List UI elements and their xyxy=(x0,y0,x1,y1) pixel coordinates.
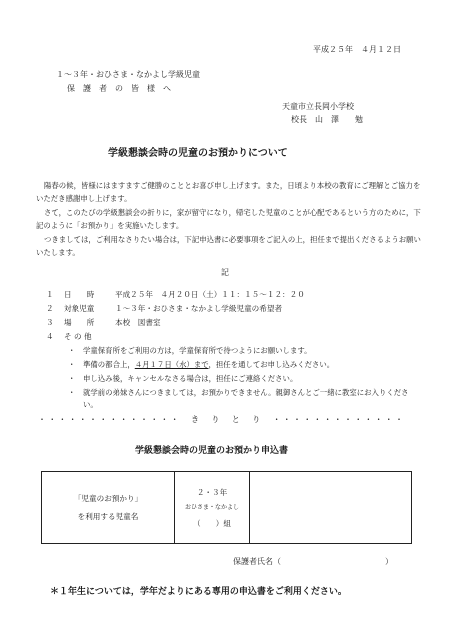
ki-heading: 記 xyxy=(221,268,229,277)
item-place: ３ 場 所 本校 図書室 xyxy=(46,318,161,327)
form-grade: ２・３年 xyxy=(196,487,228,497)
form-label-cell xyxy=(42,472,175,544)
deadline-date: ４月１７日（水）まで xyxy=(134,360,209,369)
item-target: ２ 対象児童 １～３年・おひさま・なかよし学級児童の希望者 xyxy=(46,304,283,313)
sender-principal: 校長 山 澤 勉 xyxy=(291,115,363,124)
form-kumi: （ ）組 xyxy=(193,518,231,528)
greeting-paragraph: 陽春の候，皆様にはますますご健勝のこととお喜び申し上げます。また，日頃より本校の教育にご理解とご協力をいただき感謝申し上げます。 xyxy=(36,181,421,203)
application-form-table xyxy=(41,471,412,544)
purpose-paragraph: さて，このたびの学級懇談会の折りに，家が留守になり，帰宅した児童のことが心配であるという方のために，下記のように「お預かり」を実施いたします。 xyxy=(36,208,421,230)
form-class-cell xyxy=(175,472,250,544)
item-other: ４ そ の 他 xyxy=(46,332,92,341)
document-page: 平成２５年 ４月１２日 １～３年・おひさま・なかよし学級児童 保 護 者 の 皆 様 へ 天童市立長岡小学校 校長 山 澤 勉 学級懇談会時の児童のお預かりについて 陽春の候，皆様にはますますご健勝のこととお喜び申し上げます。また，日頃より本校の教育にご理解とご協力をいただき感謝申し上げます。 さて，このたびの学級懇談会の折りに，家が留守になり，帰宅した児童のことが心配であるという方のために，下記のように「お預かり」を実施いたします。 つきましては，ご利用なさりたい場合は，下記申込書に必要事項をご記入の上，担任まで提出くださるようお願いいたします。 記 １ 日 時 平成２５年 ４月２０日（土）１１：１５～１２：２０ ２ 対象児童 １～３年・おひさま・なかよし学級児童の希望者 ３ 場 所 本校 図書室 ４ そ の 他 ・ 学童保育所をご利用の方は，学童保育所で待つようにお願いします。 ・ 準備の都合上，４月１７日（水）まで，担任を通してお申し込みください。 ・ 申し込み後，キャンセルなさる場合は，担任にご連絡ください。 ・ 就学前の弟妹さんにつきましては，お預かりできません。親御さんとご一緒に教室にお入りください。 ・・・・・・・・・・・・・・ き り と り ・・・・・・・・・・・・・ 学級懇談会時の児童のお預かり申込書 「児童のお預かり」 を利用する児童名 ２・３年 おひさま・なかよし （ ）組 保護者氏名（ ） ＊１年生については，学年だよりにある専用の申込書をご利用ください。 xyxy=(0,0,452,639)
form-label-line-1: 「児童のお預かり」 xyxy=(73,493,143,503)
request-paragraph: つきましては，ご利用なさりたい場合は，下記申込書に必要事項をご記入の上，担任まで提出くださるようお願いいたします。 xyxy=(36,235,421,257)
footer-note: ＊１年生については，学年だよりにある専用の申込書をご利用ください。 xyxy=(50,587,347,597)
form-title: 学級懇談会時の児童のお預かり申込書 xyxy=(135,446,289,456)
form-label-line-2: を利用する児童名 xyxy=(77,511,139,521)
recipient-line-1: １～３年・おひさま・なかよし学級児童 xyxy=(56,70,200,79)
child-name-field[interactable] xyxy=(250,472,412,544)
item-date: １ 日 時 平成２５年 ４月２０日（土）１１：１５～１２：２０ xyxy=(46,290,305,299)
document-title: 学級懇談会時の児童のお預かりについて xyxy=(108,148,288,159)
cut-line: ・・・・・・・・・・・・・・ き り と り ・・・・・・・・・・・・・ xyxy=(38,415,406,424)
form-classes: おひさま・なかよし xyxy=(184,503,239,511)
issue-date: 平成２５年 ４月１２日 xyxy=(313,45,401,54)
guardian-name-field[interactable]: 保護者氏名（ ） xyxy=(233,557,393,566)
recipient-line-2: 保 護 者 の 皆 様 へ xyxy=(67,84,171,93)
sender-school: 天童市立長岡小学校 xyxy=(282,102,354,111)
